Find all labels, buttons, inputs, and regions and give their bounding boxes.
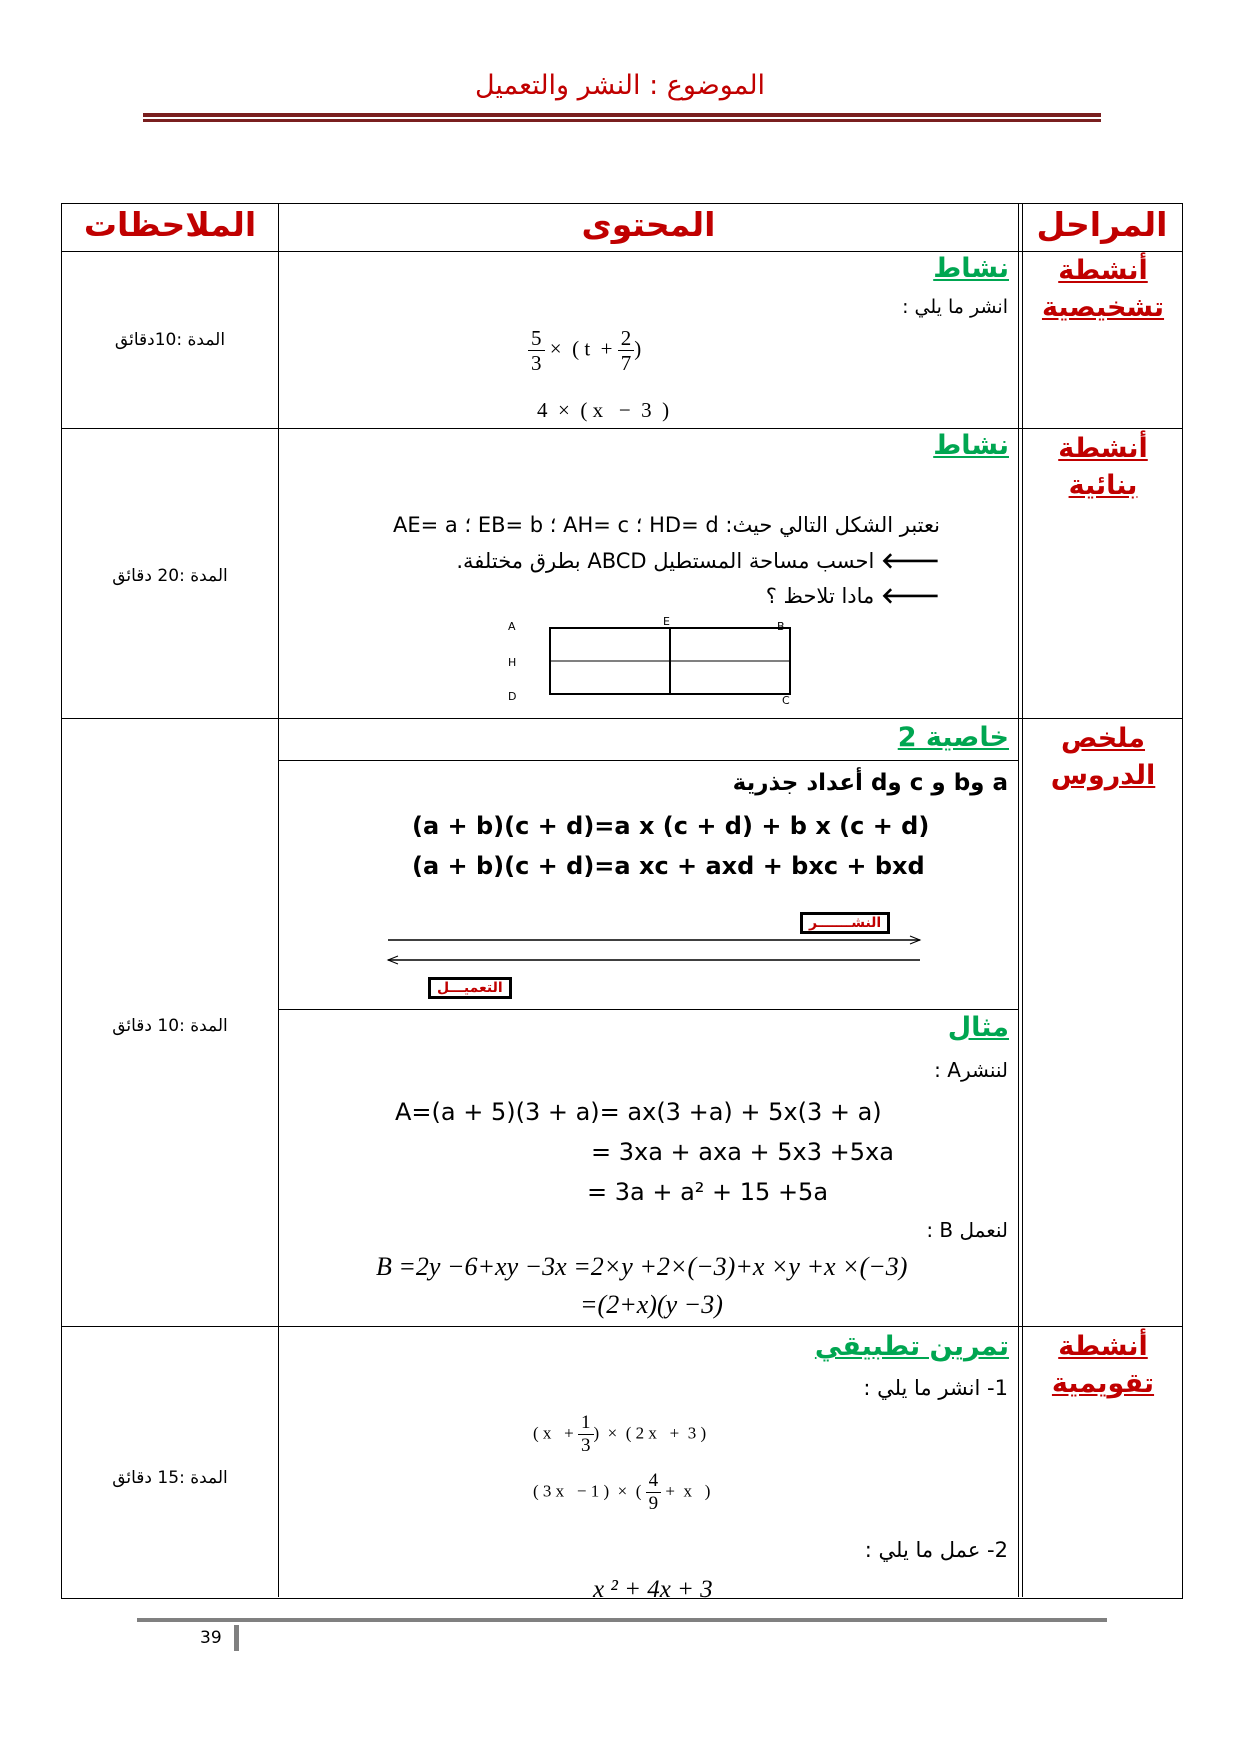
duration-note: المدة :10 دقائق (112, 1016, 228, 1036)
row-divider (61, 718, 1183, 719)
inner-divider (278, 1009, 1019, 1010)
exercise-expression-2 (533, 1470, 710, 1515)
fraction-numerator: 5 (528, 326, 545, 351)
factor-b-instruction: لنعمل B : (926, 1218, 1008, 1242)
footer-rule (137, 1618, 1107, 1622)
fraction-denominator: 3 (581, 1434, 591, 1456)
row-divider (61, 428, 1183, 429)
stage-diagnostic: أنشطة تشخيصية (1041, 255, 1165, 323)
instruction-text: انشر ما يلي : (902, 296, 1008, 318)
header-content: المحتوى (581, 205, 716, 244)
expansion-line-3: = 3a + a² + 15 +5a (587, 1178, 829, 1206)
column-divider (278, 203, 279, 1597)
formula-2: (a + b)(c + d)=a xc + axd + bxc + bxd (412, 852, 925, 880)
exercise-label: تمرين تطبيقي (814, 1331, 1009, 1362)
expression-end: ) (634, 336, 642, 361)
exercise-question-2: 2- عمل ما يلي : (864, 1538, 1008, 1562)
figure-description: نعتبر الشكل التالي حيث: HD= d ؛ AH= c ؛ EB= b ؛ AE= a (393, 513, 940, 537)
factor-label: التعميـــل (428, 977, 512, 999)
factoring-line-1: B =2y −6+xy −3x =2×y +2×(−3)+x ×y +x ×(−3) (376, 1252, 908, 1281)
property-label: خاصية 2 (897, 722, 1009, 753)
task-line (456, 548, 940, 574)
fraction-numerator: 2 (618, 326, 635, 351)
document-title: الموضوع : النشر والتعميل (474, 70, 766, 101)
duration-note: المدة :15 دقائق (112, 1468, 228, 1488)
point-c: C (782, 694, 790, 706)
task-text: مادا تلاحظ ؟ (765, 584, 875, 608)
fraction-denominator: 7 (620, 351, 632, 376)
expression-start: ( 3 x − 1 ) × ( (533, 1481, 642, 1501)
exercise-question-1: 1- انشر ما يلي : (863, 1376, 1008, 1400)
polynomial: x ² + 4x + 3 (593, 1576, 713, 1603)
row-divider (61, 251, 1183, 252)
inner-divider (278, 760, 1019, 761)
fraction-denominator: 3 (531, 351, 542, 376)
stage-evaluative: أنشطة تقويمية (1051, 1331, 1155, 1399)
fraction-denominator: 9 (648, 1492, 659, 1514)
header-divider-thin (143, 119, 1101, 122)
fraction-numerator: 4 (646, 1470, 662, 1493)
page-number: 39 (200, 1628, 222, 1648)
stage-constructive: أنشطة بنائية (1058, 433, 1148, 501)
exercise-expression-1 (533, 1412, 706, 1457)
task-text: احسب مساحة المستطيل ABCD بطرق مختلفة. (456, 549, 875, 573)
expression-middle: × ( t + (549, 336, 613, 361)
expand-a-instruction: لننشرA : (934, 1058, 1008, 1082)
point-h: H (508, 656, 517, 669)
expression-1 (528, 326, 641, 375)
point-d: D (508, 690, 517, 703)
expression-end: ) × ( 2 x + 3 ) (593, 1423, 707, 1443)
activity-label: نشاط (933, 430, 1009, 461)
row-divider (61, 1326, 1183, 1327)
stage-summary: ملخص الدروس (1050, 723, 1156, 791)
point-e: E (663, 616, 670, 628)
column-divider (1022, 203, 1023, 1597)
expansion-line-2: = 3xa + axa + 5x3 +5xa (591, 1138, 894, 1166)
expand-label: النشـــــــر (800, 912, 890, 934)
fraction-numerator: 1 (578, 1412, 594, 1435)
page-number-bar (234, 1625, 239, 1651)
duration-note: المدة :20 دقائق (112, 566, 228, 586)
example-label: مثال (947, 1012, 1009, 1043)
expression-end: + x ) (665, 1481, 711, 1501)
header-divider (143, 113, 1101, 117)
header-stages: المراحل (1036, 205, 1168, 244)
header-notes: الملاحظات (83, 205, 257, 244)
expansion-line-1: A=(a + 5)(3 + a)= ax(3 +a) + 5x(3 + a) (395, 1098, 882, 1126)
expression-2: 4 × ( x − 3 ) (537, 398, 670, 422)
point-b: B (777, 620, 785, 633)
duration-note: المدة :10دقائق (114, 330, 226, 350)
arrow-icon: 🡐 (881, 549, 940, 574)
point-a: A (508, 620, 516, 633)
arrow-icon: 🡐 (881, 584, 940, 609)
rectangle-figure (500, 616, 820, 706)
task-line (766, 583, 940, 609)
factoring-line-2: =(2+x)(y −3) (580, 1290, 723, 1319)
column-divider (1018, 203, 1019, 1597)
property-intro: a وb و c وd أعداد جذرية (732, 770, 1008, 796)
formula-1: (a + b)(c + d)=a x (c + d) + b x (c + d) (412, 812, 930, 840)
expression-start: ( x + (533, 1423, 574, 1443)
activity-label: نشاط (933, 253, 1009, 284)
